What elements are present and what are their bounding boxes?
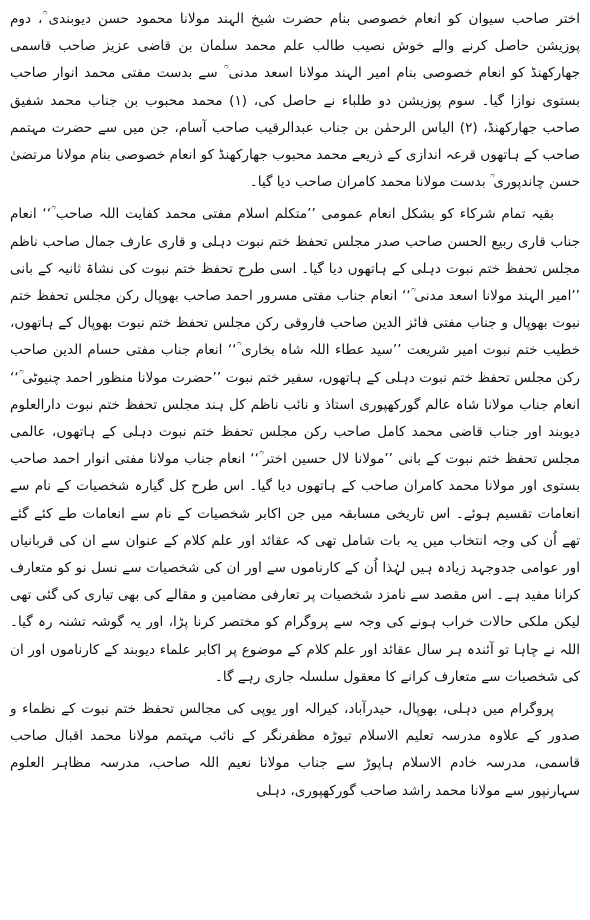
paragraph-general-awards: بقیہ تمام شرکاء کو بشکل انعام عمومی ’’متکلم اسلام مفتی محمد کفایت اللہ صاحب ؒ‘‘ انعام جناب قاری ربیع الحسن صاحب صدر مجلس تحفظ ختم نبوت دہلی و قاری عارف جمال صاحب ناظم مجلس تحفظ ختم نبوت دہلی کے ہاتھوں دیا گیا۔ اسی طرح تحفظ ختم نبوت کی نشاۃ ثانیہ کے بانی ’’امیر الہند مولانا اسعد مدنی ؒ‘‘ انعام جناب مفتی مسرور احمد صاحب بھوپال رکن مجلس تحفظ ختم نبوت بھوپال و جناب مفتی فائز الدین صاحب فاروقی رکن مجلس تحفظ ختم نبوت بھوپال کے ہاتھوں، خطیب ختم نبوت امیر شریعت ’’سید عطاء اللہ شاہ بخاری ؒ‘‘ انعام جناب مفتی حسام الدین صاحب رکن مجلس تحفظ ختم نبوت دہلی کے ہاتھوں، سفیر ختم نبوت ’’حضرت مولانا منظور احمد چنیوٹی ؒ‘‘ انعام جناب مولانا شاہ عالم گورکھپوری استاذ و نائب ناظم کل ہند مجلس تحفظ ختم نبوت دارالعلوم دیوبند اور جناب قاضی محمد کامل صاحب رکن مجلس تحفظ ختم نبوت دہلی کے ہاتھوں، عالمی مجلس تحفظ ختم نبوت کے بانی ’’مولانا لال حسین اختر ؒ‘‘ انعام جناب مولانا مفتی انوار احمد صاحب بستوی اور مولانا محمد کامران صاحب کے ہاتھوں دیا گیا۔ اس طرح کل گیارہ شخصیات کے نام سے انعامات تقسیم ہوئے۔ اس تاریخی مسابقہ میں جن اکابر شخصیات کے نام سے انعامات طے کئے گئے تھے اُن کی وجہ انتخاب میں یہ بات شامل تھی کہ عقائد اور علم کلام کے عنوان سے ان کی قربانیاں اور عوامی جدوجہد زیادہ ہیں لہٰذا اُن کے کارناموں سے اور ان کی شخصیات سے نسل نو کو متعارف کرانا مفید ہے۔ اس مقصد سے نامزد شخصیات پر تعارفی مضامین و مقالے کی بھی تیاری کی گئی تھی لیکن ملکی حالات خراب ہونے کی وجہ سے پروگرام کو مختصر کرنا پڑا، اور یہ گوشہ تشنہ رہ گیا۔ اللہ نے چاہا تو آئندہ ہر سال عقائد اور علم کلام کے موضوع پر اکابر علماء دیوبند کے کارناموں اور ان کی شخصیات سے متعارف کرانے کا معقول سلسلہ جاری رہے گا۔ [10, 206, 580, 685]
paragraph-program-attendees: پروگرام میں دہلی، بھوپال، حیدرآباد، کیرالہ اور یوپی کی مجالس تحفظ ختم نبوت کے نظماء و صدور کے علاوہ مدرسہ تعلیم الاسلام تیوڑہ مظفرنگر کے نائب مہتمم مولانا محمد اقبال صاحب قاسمی، مدرسہ خادم الاسلام ہاپوڑ سے جناب مولانا نعیم اللہ صاحب، مدرسہ مظاہر العلوم سہارنپور سے مولانا محمد راشد صاحب گورکھپوری، دہلی [10, 701, 580, 799]
paragraph-award-positions: اختر صاحب سیوان کو انعام خصوصی بنام حضرت شیخ الہند مولانا محمود حسن دیوبندی ؒ، دوم پوزیشن حاصل کرنے والے خوش نصیب طالب علم محمد سلمان بن قاضی عزیز صاحب قاسمی جھارکھنڈ کو انعام خصوصی بنام امیر الہند مولانا اسعد مدنی ؒ سے بدست مفتی محمد انوار صاحب بستوی نوازا گیا۔ سوم پوزیشن دو طلباء نے حاصل کی، (۱) محمد محبوب بن جناب محمد شفیق صاحب جھارکھنڈ، (۲) الیاس الرحمٰن بن جناب عبدالرقیب صاحب آسام، جن میں سے حضرت مہتمم صاحب کے ہاتھوں قرعہ اندازی کے ذریعے محمد محبوب جھارکھنڈ کو انعام خصوصی بنام مولانا مرتضیٰ حسن چاندپوری ؒ بدست مولانا محمد کامران صاحب دیا گیا۔ [10, 11, 580, 191]
